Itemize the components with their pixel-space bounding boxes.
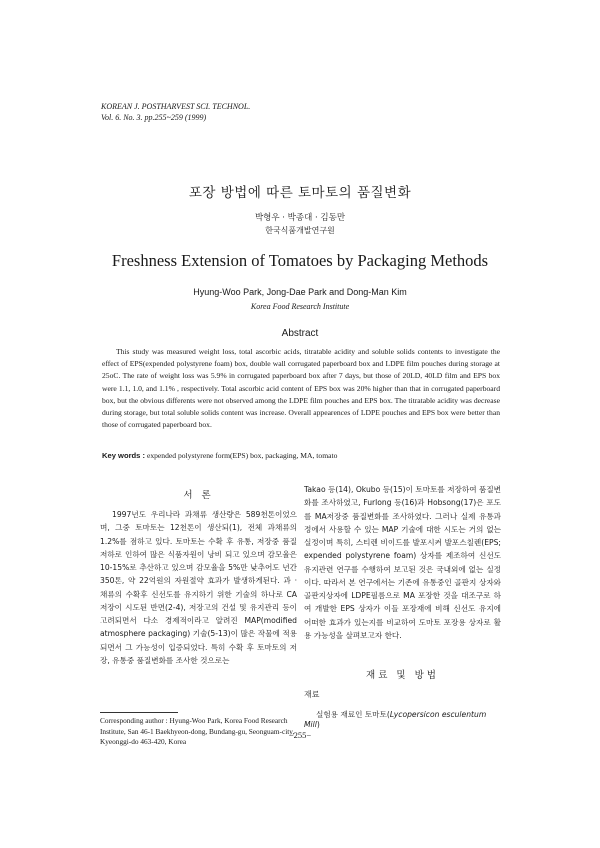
english-authors: Hyung-Woo Park, Jong-Dae Park and Dong-Man Kim — [193, 287, 407, 297]
intro-heading: 서 론 — [183, 490, 214, 501]
abstract-text: This study was measured weight loss, total ascorbic acids, titratable acidity and soluble solids contents to investigate the effect of EPS(expended polystyrene foam) box, double wall corrugated paperboard box and LDPE film pouches during storage at 25oC. The rate of weight loss was 5.9% in corrugated paperboard box after 7 days, but those of 20LD, 40LD film and EPS box were 1.1, 1.0, and 1.1% , respectively. Total ascorbic acid content of EPS box was 20% higher than that in corrugated paperboard box, but the obvious differents were not observed among the LDPE film pouches and EPS box. The titratable acidity was decrease during storage, but total soluble solids content was increase. Overall appearences of LDPE pouches and EPS box were better than those of corrugated paperboard box. — [102, 347, 500, 430]
methods-heading: 재료 및 방법 — [366, 670, 439, 681]
corresponding-author-footnote: Corresponding author : Hyung-Woo Park, Korea Food Research Institute, San 46-1 Baekhyeon-dong, Bundang-gu, Seonguam-city, Kyeonggi-do 463-420, Korea — [100, 716, 295, 746]
materials-text — [304, 709, 501, 729]
right-column — [304, 483, 501, 642]
korean-institution: 한국식품개발연구원 — [265, 226, 335, 235]
species-name: Lycopersicon esculentum Mill — [304, 710, 487, 729]
intro-paragraph-left: 1997년도 우리나라 과채류 생산량은 589천톤이었으며, 그중 토마토는 12천톤이 생산되(1), 전체 과채류의 1.2%를 점하고 있다. 토마토는 수확 후 유통, 저장중 품질저하로 인하여 많은 식품자원이 낭비 되고 있으며 감모율은 10-15%로 추산하고 있으며 감모율을 5%만 낮추어도 년간 350톤, 약 22억원의 자원절약 효과가 발생하게된다. 과 · 채류의 수확후 신선도를 유지하기 위한 기술의 하나로 CA 저장이 시도된 반면(2-4), 저장고의 건설 및 유지관리 등이 고려되면서 다소 경제적이라고 알려진 MAP(modified atmosphere packaging) 기술(5-13)이 많은 작물에 적용되면서 그 가능성이 입증되었다. 특히 수확 후 토마토의 저장, 유통중 품질변화를 조사한 것으로는 — [100, 510, 297, 665]
left-column — [100, 508, 297, 667]
english-title: Freshness Extension of Tomatoes by Packaging Methods — [111, 251, 489, 270]
materials-text-end: ) — [316, 720, 320, 729]
page-number: −255− — [288, 730, 312, 740]
keywords — [102, 450, 500, 462]
materials-text-start: 실험용 재료인 토마토( — [316, 710, 390, 719]
korean-title: 포장 방법에 따른 토마토의 품질변화 — [188, 185, 412, 201]
keywords-label: Key words : — [102, 451, 146, 460]
journal-name: KOREAN J. POSTHARVEST SCI. TECHNOL. — [101, 102, 251, 111]
abstract-body — [102, 346, 500, 431]
korean-authors: 박형우 · 박종대 · 김동만 — [254, 213, 346, 223]
journal-header — [101, 101, 250, 123]
abstract-heading: Abstract — [281, 328, 319, 339]
intro-paragraph-right: Takao 등(14), Okubo 등(15)이 토마토를 저장하여 품질변화를 조사하였고, Furlong 등(16)과 Hobsong(17)은 포도를 MA저장중 품질변화를 조사하였다. 그러나 실제 유통과정에서 사용할 수 있는 MAP 기술에 대한 시도는 거의 없는 실정이며 특히, 스티렌 비이드를 발포시켜 발포스칠렌(EPS; expended polystyrene foam) 상자를 제조하여 신선도 유지관련 연구를 수행하여 보고된 것은 국내외에 없는 실정이다. 따라서 본 연구에서는 기존에 유통중인 골판지 상자와 골판지상자에 LDPE필름으로 MA 포장한 것을 대조구로 하여 개발한 EPS 상자가 이들 포장재에 비해 신선도 유지에 어떠한 효과가 있는지를 비교하여 도마토 포장용 상자로 활용 가능성을 살펴보고자 한다. — [304, 485, 501, 640]
keywords-text: expended polystyrene form(EPS) box, packaging, MA, tomato — [145, 451, 338, 460]
journal-volume: Vol. 6. No. 3. pp.255~259 (1999) — [101, 113, 207, 122]
english-institution: Korea Food Research Institute — [250, 302, 350, 311]
footnote-rule — [100, 712, 178, 713]
materials-subheading: 재료 — [304, 690, 320, 699]
